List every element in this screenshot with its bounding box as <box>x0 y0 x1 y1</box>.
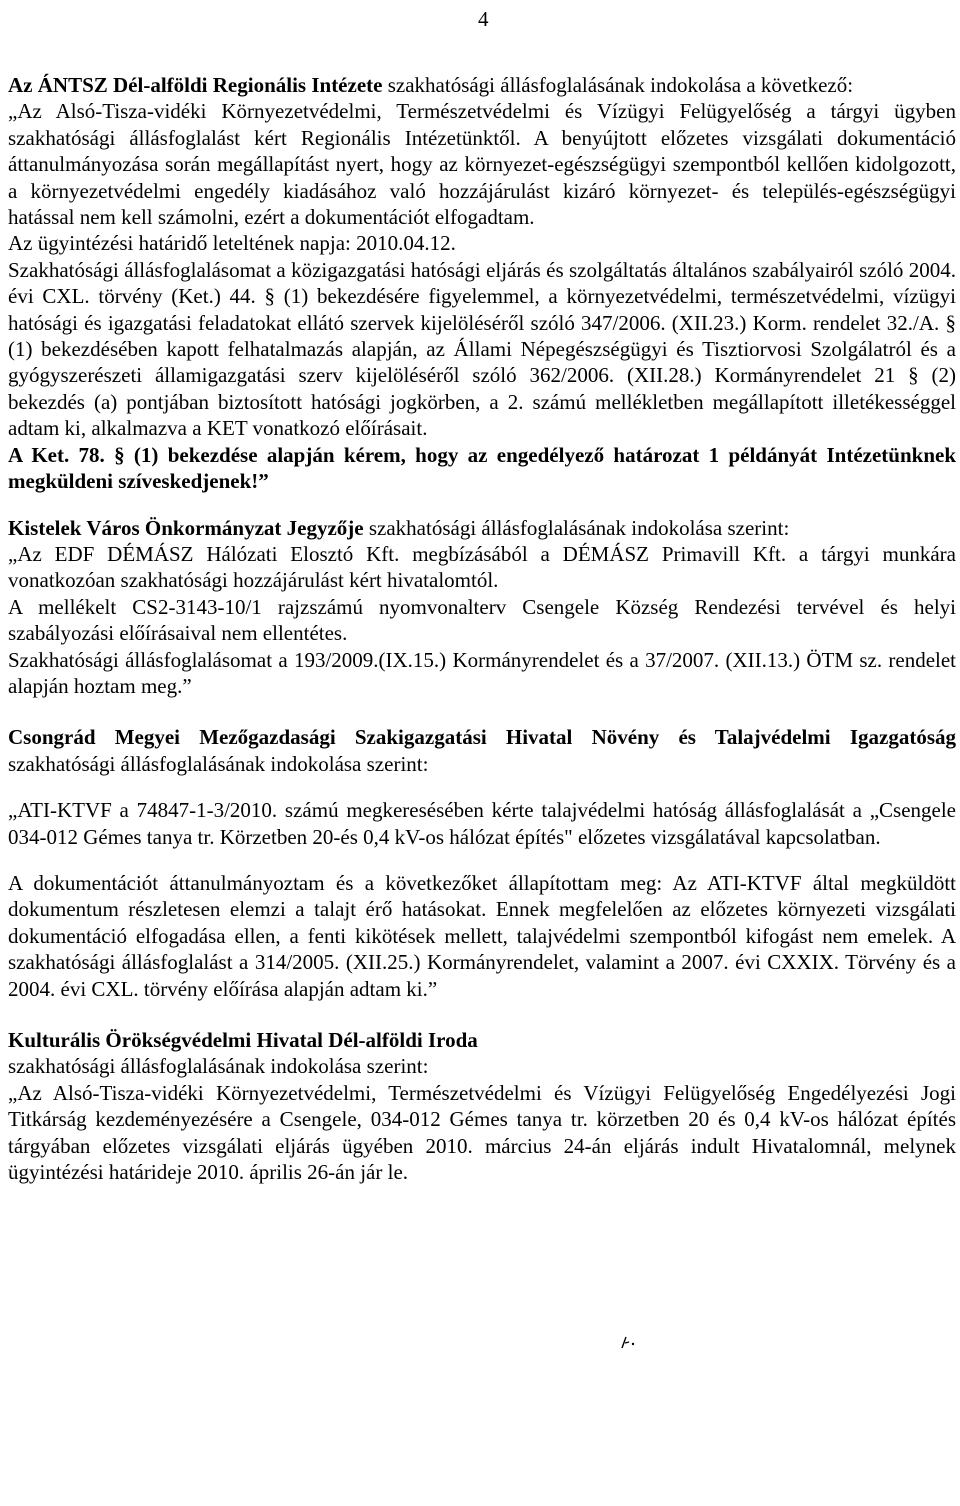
quote-paragraph: „Az Alsó-Tisza-vidéki Környezetvédelmi, Természetvédelmi és Vízügyi Felügyelőség Engedélyezési Jogi Titkárság kezdeményezésére a Csengele, 034-012 Gémes tanya tr. körzetben 20 és 0,4 kV-os hálózat építés tárgyában előzetes vizsgálati eljárás ügyében 2010. március 24-án eljárás indult Hivatalomnál, melynek ügyintézési határideje 2010. április 26-án jár le. <box>8 1080 956 1185</box>
section-heading: Az ÁNTSZ Dél-alföldi Regionális Intézete szakhatósági állásfoglalásának indokolása a következő: <box>8 73 854 97</box>
section-heading: Csongrád Megyei Mezőgazdasági Szakigazgatási Hivatal Növény és Talajvédelmi Igazgatóság szakhatósági állásfoglalásának indokolása szerint: <box>8 725 956 776</box>
request-paragraph: A Ket. 78. § (1) bekezdése alapján kérem, hogy az engedélyező határozat 1 példányát Intézetünknek megküldeni szíveskedjenek!” <box>8 442 956 494</box>
section-heading: Kistelek Város Önkormányzat Jegyzője szakhatósági állásfoglalásának indokolása szerint: <box>8 515 790 540</box>
page-number: 4 <box>478 7 489 31</box>
section-kulturalis <box>8 1027 956 1185</box>
section-subheading: szakhatósági állásfoglalásának indokolása szerint: <box>8 1054 429 1079</box>
plan-paragraph: A mellékelt CS2-3143-10/1 rajzszámú nyomvonalterv Csengele Község Rendezési tervével és helyi szabályozási előírásaival nem ellentétes. <box>8 594 956 646</box>
deadline-line: Az ügyintézési határidő leteltének napja: 2010.04.12. <box>8 231 456 256</box>
legal-basis-paragraph: Szakhatósági állásfoglalásomat a közigazgatási hatósági eljárás és szolgáltatás általános szabályairól szóló 2004. évi CXL. törvény (Ket.) 44. § (1) bekezdésére figyelemmel, a környezetvédelmi, természetvédelmi, vízügyi hatósági és igazgatási feladatokat ellátó szervek kijelöléséről szóló 347/2006. (XII.23.) Korm. rendelet 32./A. § (1) bekezdésében kapott felhatalmazás alapján, az Állami Népegészségügyi és Tisztiorvosi Szolgálatról és a gyógyszerészeti államigazgatási szerv kijelöléséről szóló 362/2006. (XII.28.) Kormányrendelet 21 § (2) bekezdés (a) pontjában biztosított hatósági jogkörben, a 2. számú mellékletben megállapított illetékességgel adtam ki, alkalmazva a KET vonatkozó előírásait. <box>8 257 956 441</box>
findings-paragraph: A dokumentációt áttanulmányoztam és a következőket állapítottam meg: Az ATI-KTVF által megküldött dokumentum részletesen elemzi a talajt érő hatásokat. Ennek megfelelően az előzetes környezeti vizsgálati dokumentáció elfogadása ellen, a fenti kikötések mellett, talajvédelmi szempontból kifogást nem emelek. A szakhatósági állásfoglalást a 314/2005. (XII.25.) Kormányrendelet, valamint a 2007. évi CXXIX. Törvény és a 2004. évi CXL. törvény előírása alapján adtam ki.” <box>8 870 956 1001</box>
legal-basis-paragraph: Szakhatósági állásfoglalásomat a 193/2009.(IX.15.) Kormányrendelet és a 37/2007. (XII.13.) ÖTM sz. rendelet alapján hoztam meg.” <box>8 647 956 698</box>
section-antsz <box>8 72 956 495</box>
quote-paragraph: „Az Alsó-Tisza-vidéki Környezetvédelmi, Természetvédelmi és Vízügyi Felügyelőség a tárgyi ügyben szakhatósági állásfoglalást kért Regionális Intézetünktől. A benyújtott előzetes vizsgálati dokumentáció áttanulmányozása során megállapítást nyert, hogy az környezet-egészségügyi szempontból kellően kidolgozott, a környezetvédelmi engedély kiadásához való hozzájárulást kizáró környezet- és település-egészségügyi hatással nem kell számolni, ezért a dokumentációt elfogadtam. <box>8 99 956 230</box>
stray-pen-mark <box>617 1334 639 1352</box>
section-csongrad <box>8 724 956 1002</box>
section-heading: Kulturális Örökségvédelmi Hivatal Dél-alföldi Iroda <box>8 1028 478 1052</box>
page-content <box>8 72 956 1185</box>
quote-paragraph: „ATI-KTVF a 74847-1-3/2010. számú megkeresésében kérte talajvédelmi hatóság állásfoglalását a „Csengele 034-012 Gémes tanya tr. Körzetben 20-és 0,4 kV-os hálózat építés" előzetes vizsgálatával kapcsolatban. <box>8 798 956 849</box>
quote-paragraph: „Az EDF DÉMÁSZ Hálózati Elosztó Kft. megbízásából a DÉMÁSZ Primavill Kft. a tárgyi munkára vonatkozóan szakhatósági hozzájárulást kért hivatalomtól. <box>8 541 956 593</box>
section-kistelek <box>8 515 956 700</box>
